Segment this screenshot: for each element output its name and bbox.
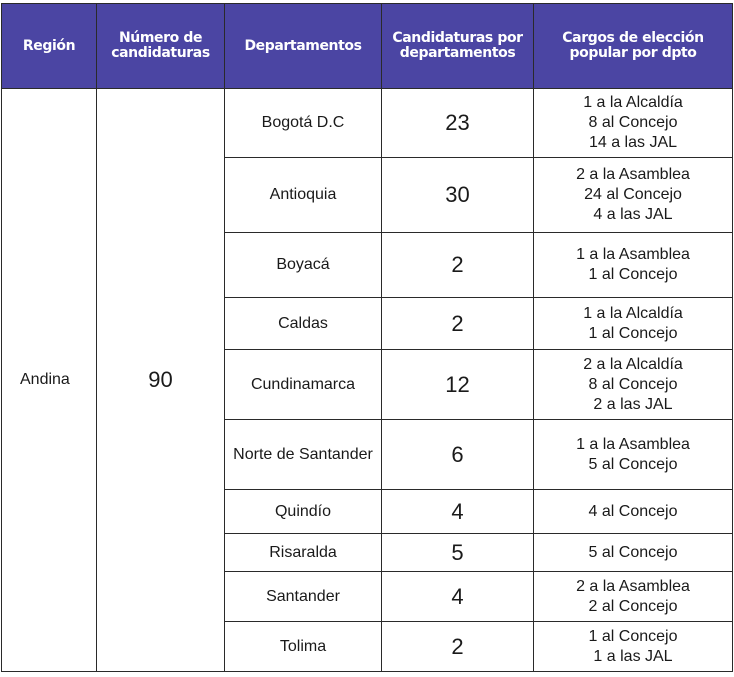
cargos-cell xyxy=(534,490,733,534)
cargo-line: 5 al Concejo xyxy=(588,543,678,561)
cargo-line: 14 a las JAL xyxy=(588,134,678,151)
header-cargos: Cargos de elección popular por dpto xyxy=(534,4,733,89)
dept-cell: Caldas xyxy=(225,298,382,350)
table-body xyxy=(2,89,733,672)
count-cell: 23 xyxy=(382,89,534,158)
dept-cell: Tolima xyxy=(225,622,382,672)
header-region: Región xyxy=(2,4,97,89)
cargo-line: 1 al Concejo xyxy=(588,324,678,342)
count-cell: 2 xyxy=(382,622,534,672)
header-num-candidaturas: Número de candidaturas xyxy=(97,4,225,89)
dept-cell: Antioquia xyxy=(225,158,382,233)
cargos-cell xyxy=(534,350,733,420)
cargo-line: 1 a la Asamblea xyxy=(576,435,690,453)
dept-cell: Cundinamarca xyxy=(225,350,382,420)
cargo-line: 1 a las JAL xyxy=(593,647,673,665)
cargo-line: 2 al Concejo xyxy=(588,597,678,615)
count-cell: 2 xyxy=(382,298,534,350)
total-candidaturas-cell: 90 xyxy=(97,89,225,672)
cargos-cell xyxy=(534,572,733,622)
cargo-line: 2 a las JAL xyxy=(593,395,673,413)
region-cell: Andina xyxy=(2,89,97,672)
cargo-line: 8 al Concejo xyxy=(588,375,678,393)
cargo-line: 1 a la Alcaldía xyxy=(583,304,683,322)
cargos-cell xyxy=(534,420,733,490)
cargo-line: 8 al Concejo xyxy=(588,114,678,131)
cargos-cell xyxy=(534,622,733,672)
count-cell: 12 xyxy=(382,350,534,420)
cargos-cell xyxy=(534,89,733,158)
cargos-cell xyxy=(534,158,733,233)
count-cell: 4 xyxy=(382,490,534,534)
candidaturas-table xyxy=(1,3,733,672)
count-cell: 2 xyxy=(382,233,534,298)
cargo-line: 24 al Concejo xyxy=(584,186,682,203)
table-header xyxy=(2,4,733,89)
header-row xyxy=(2,4,733,89)
cargo-line: 4 al Concejo xyxy=(588,502,678,520)
dept-cell: Norte de Santander xyxy=(225,420,382,490)
cargo-line: 2 a la Asamblea xyxy=(576,166,690,183)
cargo-line: 2 a la Alcaldía xyxy=(583,355,683,373)
count-cell: 30 xyxy=(382,158,534,233)
cargo-line: 1 a la Alcaldía xyxy=(583,94,683,111)
count-cell: 6 xyxy=(382,420,534,490)
header-departamentos: Departamentos xyxy=(225,4,382,89)
cargo-line: 2 a la Asamblea xyxy=(576,577,690,595)
cargo-line: 1 al Concejo xyxy=(588,266,678,283)
dept-cell: Risaralda xyxy=(225,534,382,572)
cargo-line: 1 a la Asamblea xyxy=(576,246,690,263)
dept-cell: Santander xyxy=(225,572,382,622)
cargo-line: 1 al Concejo xyxy=(588,627,678,645)
count-cell: 4 xyxy=(382,572,534,622)
dept-cell: Bogotá D.C xyxy=(225,89,382,158)
table-row xyxy=(2,89,733,158)
cargos-cell xyxy=(534,534,733,572)
cargos-cell xyxy=(534,298,733,350)
dept-cell: Boyacá xyxy=(225,233,382,298)
dept-cell: Quindío xyxy=(225,490,382,534)
count-cell: 5 xyxy=(382,534,534,572)
header-candidaturas-por-depto: Candidaturas por departamentos xyxy=(382,4,534,89)
cargo-line: 4 a las JAL xyxy=(593,206,673,223)
cargo-line: 5 al Concejo xyxy=(588,455,678,473)
cargos-cell xyxy=(534,233,733,298)
